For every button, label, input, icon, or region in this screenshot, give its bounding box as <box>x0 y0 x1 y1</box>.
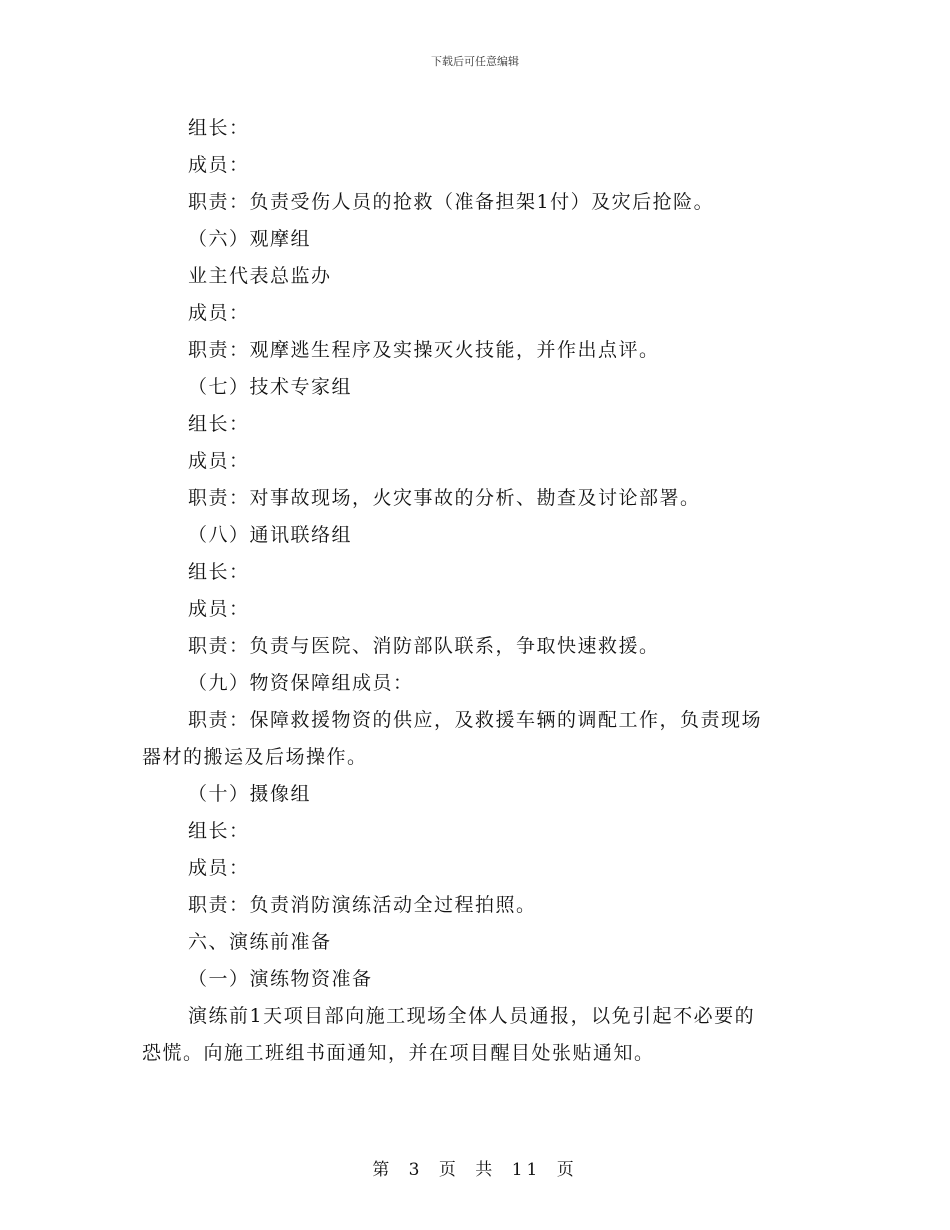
text-line: 成员： <box>188 450 250 472</box>
text-line: 组长： <box>188 117 250 139</box>
section-heading: 六、演练前准备 <box>188 931 332 953</box>
text-line: 恐慌。向施工班组书面通知，并在项目醒目处张贴通知。 <box>142 1042 655 1064</box>
section-heading: （一）演练物资准备 <box>188 968 373 990</box>
text-line: 演练前1天项目部向施工现场全体人员通报，以免引起不必要的 <box>188 1005 756 1027</box>
text-line: 职责：观摩逃生程序及实操灭火技能，并作出点评。 <box>188 339 660 361</box>
page-header: 下载后可任意编辑 <box>431 55 519 68</box>
text-line: 业主代表总监办 <box>188 265 332 287</box>
section-heading: （六）观摩组 <box>188 228 312 250</box>
text-line: 职责：保障救援物资的供应，及救援车辆的调配工作，负责现场 <box>188 709 763 731</box>
text-line: 成员： <box>188 302 250 324</box>
text-line: 成员： <box>188 598 250 620</box>
section-heading: （八）通讯联络组 <box>188 524 353 546</box>
text-line: 职责：负责消防演练活动全过程拍照。 <box>188 894 537 916</box>
text-line: 器材的搬运及后场操作。 <box>142 746 368 768</box>
text-line: 组长： <box>188 561 250 583</box>
text-line: 职责：对事故现场，火灾事故的分析、勘查及讨论部署。 <box>188 487 701 509</box>
text-line: 职责：负责受伤人员的抢救（准备担架1付）及灾后抢险。 <box>188 191 715 213</box>
text-line: 成员： <box>188 857 250 879</box>
section-heading: （七）技术专家组 <box>188 376 353 398</box>
text-line: 成员： <box>188 154 250 176</box>
text-line: 职责：负责与医院、消防部队联系，争取快速救援。 <box>188 635 660 657</box>
text-line: 组长： <box>188 413 250 435</box>
section-heading: （九）物资保障组成员： <box>188 672 414 694</box>
text-line: 组长： <box>188 820 250 842</box>
section-heading: （十）摄像组 <box>188 783 312 805</box>
page-footer: 第 3 页 共 11 页 <box>372 1160 578 1180</box>
